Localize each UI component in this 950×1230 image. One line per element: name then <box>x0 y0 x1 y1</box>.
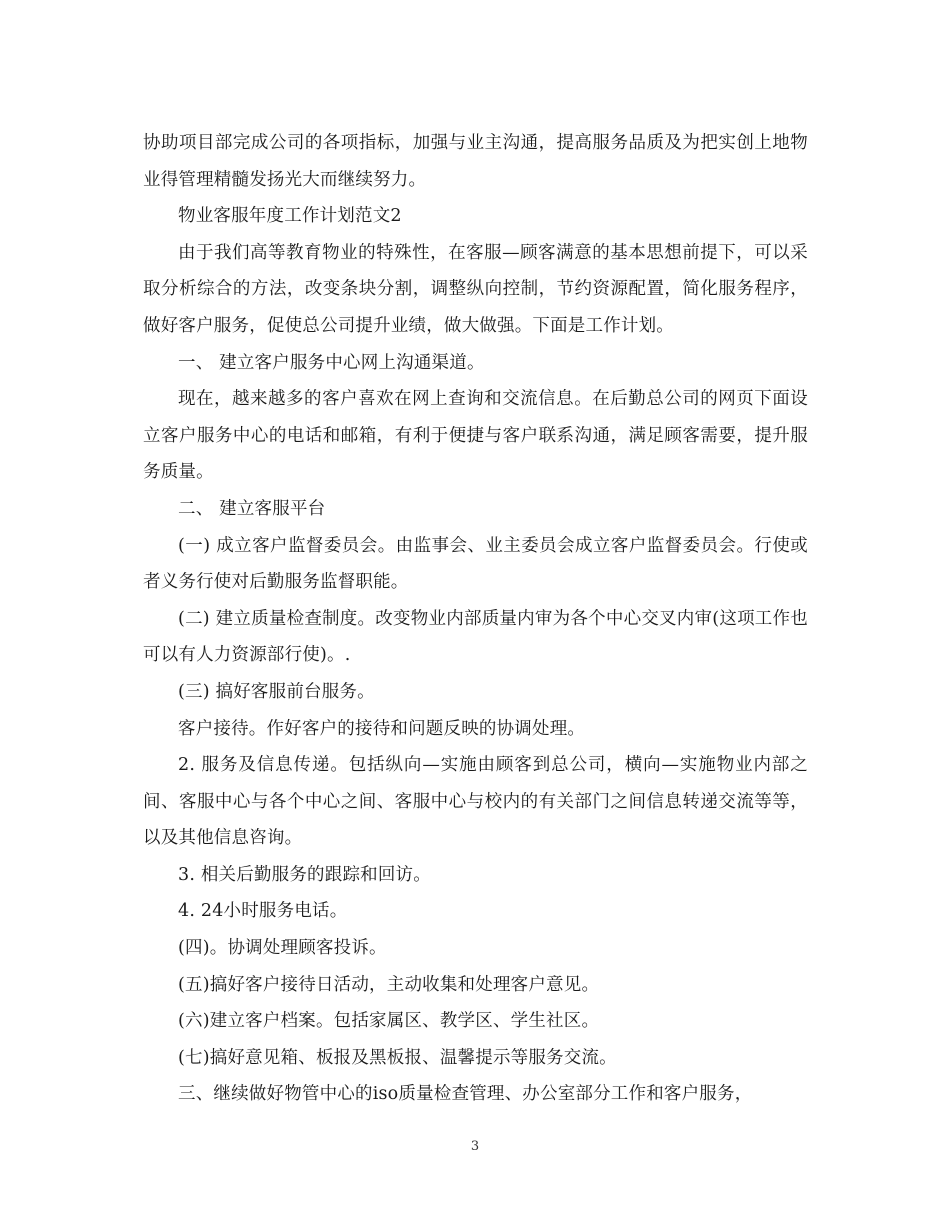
list-item: (二) 建立质量检查制度。改变物业内部质量内审为各个中心交叉内审(这项工作也可以有人力资源部行使)。. <box>143 608 808 666</box>
heading-two: 二、 建立客服平台 <box>178 498 326 519</box>
list-item: (三) 搞好客服前台服务。 <box>178 681 375 702</box>
list-item: 2. 服务及信息传递。包括纵向—实施由顾客到总公司，横向—实施物业内部之间、客服中心与各个中心之间、客服中心与校内的有关部门之间信息转递交流等等，以及其他信息咨询。 <box>143 755 808 849</box>
list-item: (四)。协调处理顾客投诉。 <box>178 938 387 959</box>
list-item: 4. 24小时服务电话。 <box>178 901 348 922</box>
heading-three: 三、继续做好物管中心的iso质量检查管理、办公室部分工作和客户服务， <box>178 1084 753 1105</box>
paragraph: 由于我们高等教育物业的特殊性，在客服—顾客满意的基本思想前提下，可以采取分析综合的方法，改变条块分割，调整纵向控制，节约资源配置，简化服务程序，做好客户服务，促使总公司提升业绩，做大做强。下面是工作计划。 <box>143 242 808 336</box>
section-title: 物业客服年度工作计划范文2 <box>178 206 402 227</box>
list-item: (一) 成立客户监督委员会。由监事会、业主委员会成立客户监督委员会。行使或者义务行使对后勤服务监督职能。 <box>143 535 808 593</box>
list-item: (六)建立客户档案。包括家属区、教学区、学生社区。 <box>178 1011 600 1032</box>
list-item: 3. 相关后勤服务的跟踪和回访。 <box>178 864 431 885</box>
page-number: 3 <box>470 1139 480 1154</box>
document-body <box>143 125 808 1113</box>
paragraph: 现在，越来越多的客户喜欢在网上查询和交流信息。在后勤总公司的网页下面设立客户服务中心的电话和邮箱，有利于便捷与客户联系沟通，满足顾客需要，提升服务质量。 <box>143 389 808 483</box>
list-item: (五)搞好客户接待日活动，主动收集和处理客户意见。 <box>178 974 600 995</box>
list-item: (七)搞好意见箱、板报及黑板报、温馨提示等服务交流。 <box>178 1047 617 1068</box>
heading-one: 一、 建立客户服务中心网上沟通渠道。 <box>178 352 485 373</box>
paragraph: 协助项目部完成公司的各项指标，加强与业主沟通，提高服务品质及为把实创上地物业得管理精髓发扬光大而继续努力。 <box>143 133 808 190</box>
paragraph: 客户接待。作好客户的接待和问题反映的协调处理。 <box>178 718 586 739</box>
